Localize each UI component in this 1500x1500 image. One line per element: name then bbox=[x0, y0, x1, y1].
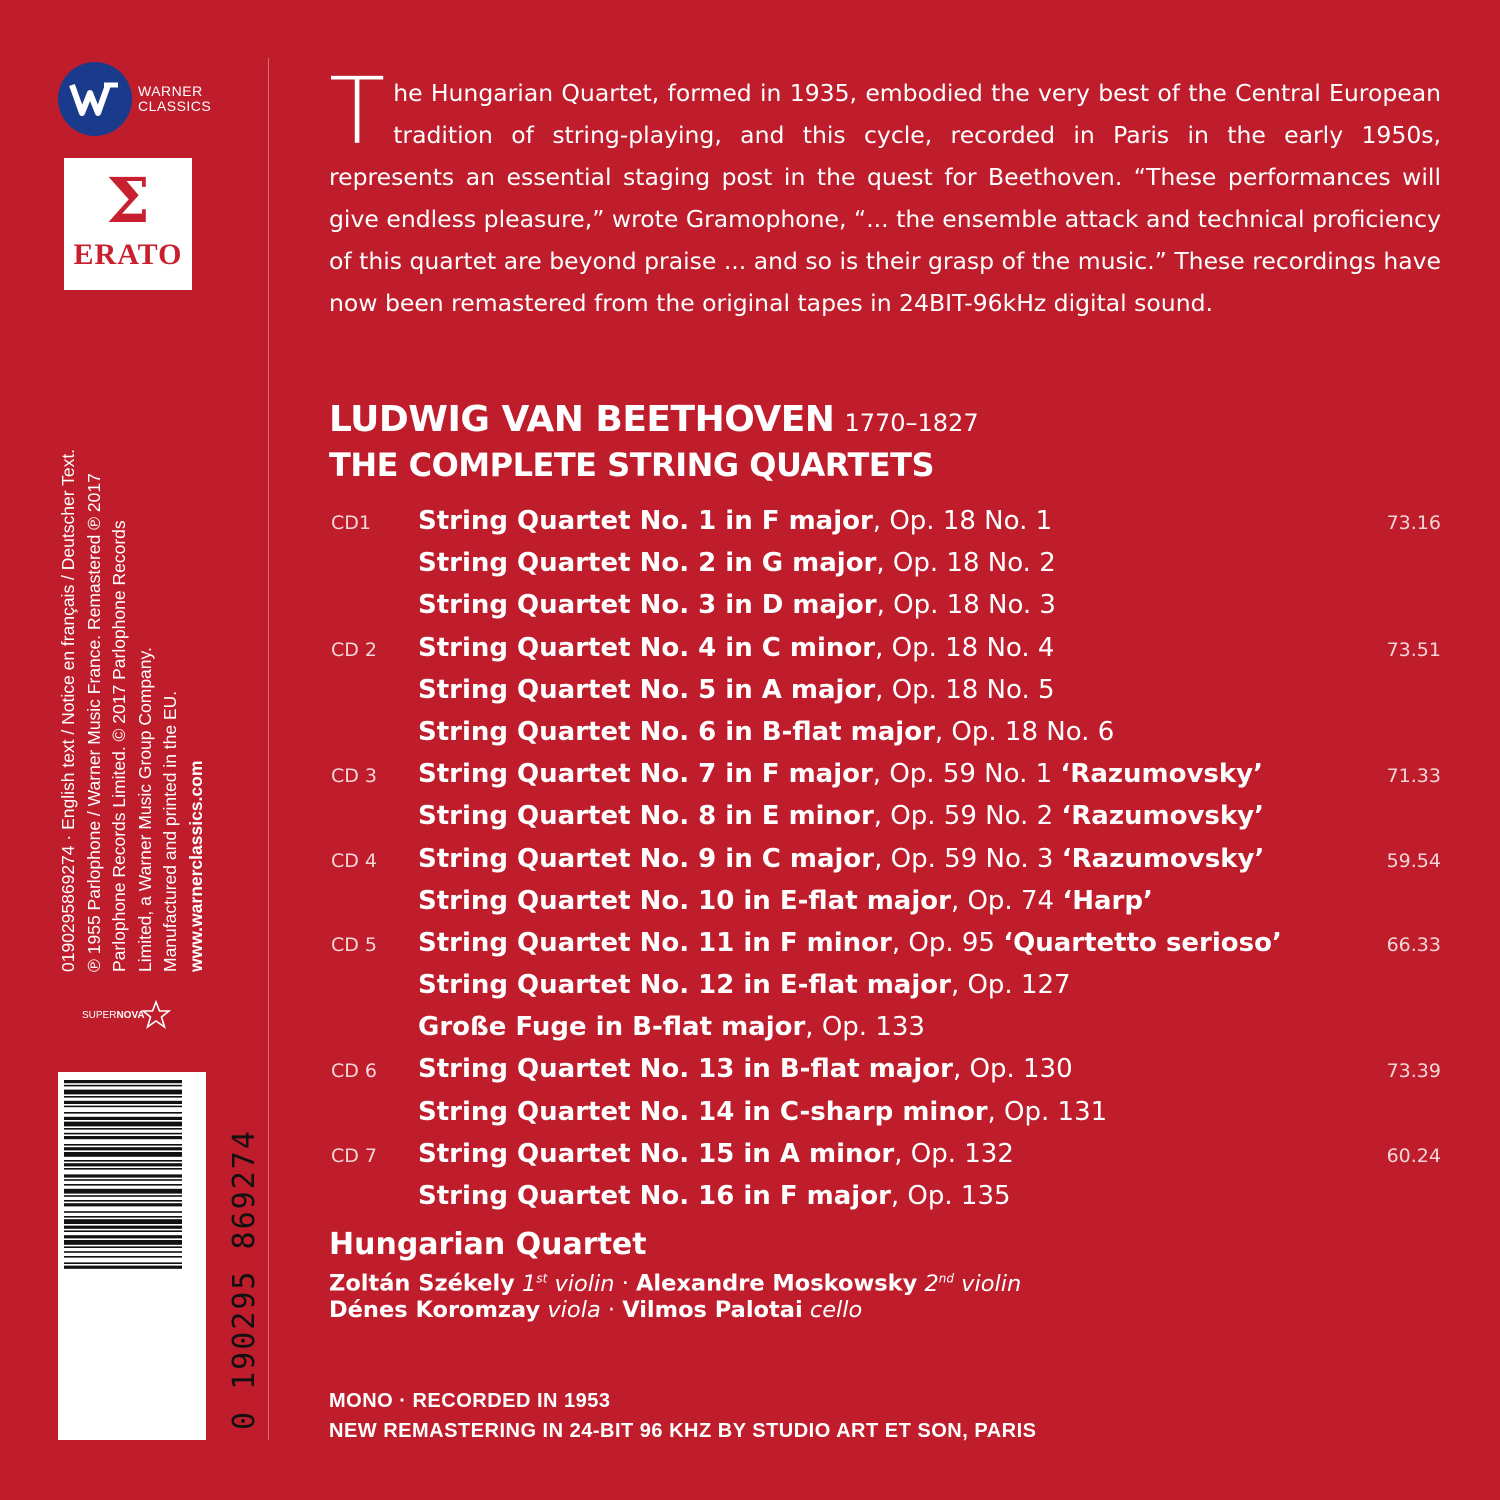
barcode-bar bbox=[64, 1262, 182, 1264]
barcode-bar bbox=[64, 1174, 182, 1177]
barcode-bar bbox=[64, 1226, 182, 1229]
work-name: String Quartet No. 6 in B-flat major bbox=[418, 716, 935, 747]
track-row bbox=[329, 964, 1441, 1006]
barcode-bar bbox=[64, 1117, 182, 1120]
erato-logo bbox=[64, 158, 192, 290]
track-row bbox=[329, 1048, 1441, 1090]
barcode-digits: 0 190295 869274 bbox=[227, 1129, 262, 1430]
remastering-note: NEW REMASTERING IN 24-BIT 96 KHZ BY STUDIO ART ET SON, PARIS bbox=[329, 1420, 1037, 1442]
warner-line1: WARNER bbox=[138, 83, 203, 99]
work-name: Große Fuge in B-flat major bbox=[418, 1012, 806, 1043]
cd-duration: 59.54 bbox=[1386, 849, 1441, 872]
track-row bbox=[329, 1175, 1441, 1217]
track-row bbox=[329, 922, 1441, 964]
barcode-bar bbox=[64, 1163, 182, 1166]
work-opus: , Op. 132 bbox=[894, 1138, 1014, 1169]
barcode-bar bbox=[64, 1112, 182, 1114]
players-line-2: Dénes Koromzay viola · Vilmos Palotai cello bbox=[329, 1297, 863, 1323]
barcode-bar bbox=[64, 1096, 182, 1098]
track-row bbox=[329, 711, 1441, 753]
cd-label: CD 5 bbox=[331, 933, 378, 956]
player-role: 2nd violin bbox=[924, 1270, 1022, 1297]
barcode-bar bbox=[64, 1235, 182, 1238]
barcode-bar bbox=[64, 1251, 182, 1253]
column-divider bbox=[268, 58, 269, 1440]
intro-text: he Hungarian Quartet, formed in 1935, embodied the very best of the Central European tradition of string-playing, and this cycle, recorded in Paris in the early 1950s, represents an essential staging post in the quest for Beethoven. “These performances will give endless pleasure,” wrote Gramophone, “... the ensemble attack and technical proficiency of this quartet are beyond praise ... and so is their grasp of the music.” These recordings have now been remastered from the original tapes in 24BIT-96kHz digital sound. bbox=[329, 79, 1441, 317]
barcode-bar bbox=[64, 1147, 182, 1150]
composer-dates: 1770–1827 bbox=[844, 409, 979, 437]
work-title bbox=[418, 1133, 1014, 1175]
track-row bbox=[329, 1133, 1441, 1175]
barcode-bar bbox=[64, 1168, 182, 1170]
cd-label: CD 6 bbox=[331, 1060, 378, 1083]
work-name: String Quartet No. 3 in D major bbox=[418, 590, 877, 621]
work-nickname: ‘Harp’ bbox=[1062, 885, 1153, 916]
barcode-bar bbox=[64, 1085, 182, 1087]
work-title bbox=[418, 880, 1153, 922]
cd-duration: 71.33 bbox=[1386, 765, 1441, 788]
work-title bbox=[418, 922, 1282, 964]
work-title bbox=[418, 500, 1052, 542]
legal-line: 0190295869274 · English text / Notice en français / Deutscher Text. bbox=[58, 448, 78, 972]
track-row bbox=[329, 669, 1441, 711]
legal-line: Parlophone Records Limited. © 2017 Parlophone Records bbox=[109, 520, 129, 972]
work-name: String Quartet No. 15 in A minor bbox=[418, 1138, 895, 1169]
work-opus: , Op. 135 bbox=[890, 1181, 1011, 1211]
work-opus: , Op. 18 No. 5 bbox=[875, 674, 1055, 705]
warner-classics-logo bbox=[58, 62, 211, 136]
album-subtitle: THE COMPLETE STRING QUARTETS bbox=[329, 446, 935, 484]
track-list bbox=[329, 500, 1441, 1217]
legal-text-block bbox=[56, 322, 266, 972]
composer-name: LUDWIG VAN BEETHOVEN bbox=[329, 399, 835, 440]
barcode-bar bbox=[64, 1179, 182, 1181]
barcode-bar bbox=[64, 1184, 182, 1186]
supernova-part-b: NOVA bbox=[116, 1009, 145, 1021]
work-name: String Quartet No. 14 in C-sharp minor bbox=[418, 1096, 988, 1127]
barcode-bar bbox=[64, 1144, 182, 1146]
barcode-bar bbox=[64, 1136, 182, 1139]
barcode-bar bbox=[64, 1160, 182, 1162]
work-name: String Quartet No. 12 in E-flat major bbox=[418, 970, 951, 1001]
players-line-1: Zoltán Székely 1st violin · Alexandre Moskowsky 2nd violin bbox=[329, 1270, 1022, 1297]
track-row bbox=[329, 1006, 1441, 1048]
work-name: String Quartet No. 11 in F minor bbox=[418, 927, 892, 958]
star-icon bbox=[141, 1000, 171, 1030]
barcode-bar bbox=[64, 1211, 182, 1213]
work-title bbox=[418, 542, 1056, 584]
work-title bbox=[418, 584, 1056, 626]
barcode-bar bbox=[64, 1152, 182, 1157]
warner-line2: CLASSICS bbox=[138, 98, 212, 114]
work-name: String Quartet No. 13 in B-flat major bbox=[418, 1054, 953, 1085]
work-title bbox=[418, 1006, 925, 1048]
work-opus: , Op. 18 No. 2 bbox=[876, 548, 1056, 579]
work-name: String Quartet No. 10 in E-flat major bbox=[418, 885, 951, 916]
track-row bbox=[329, 500, 1441, 542]
work-opus: , Op. 18 No. 6 bbox=[934, 716, 1115, 747]
track-row bbox=[329, 753, 1441, 795]
player-name: Alexandre Moskowsky bbox=[636, 1270, 918, 1297]
barcode-bar bbox=[64, 1230, 182, 1232]
work-nickname: ‘Razumovsky’ bbox=[1061, 801, 1264, 832]
work-title bbox=[418, 753, 1263, 795]
cd-label: CD 4 bbox=[331, 849, 378, 872]
work-name: String Quartet No. 8 in E minor bbox=[418, 801, 874, 832]
work-opus: , Op. 18 No. 1 bbox=[872, 506, 1053, 536]
work-title bbox=[418, 1091, 1107, 1133]
composer-heading bbox=[329, 398, 979, 445]
work-opus: , Op. 74 bbox=[950, 885, 1063, 916]
barcode-bar bbox=[64, 1122, 182, 1127]
player-role: cello bbox=[809, 1297, 863, 1323]
work-title bbox=[418, 964, 1071, 1006]
cd-label: CD 7 bbox=[331, 1144, 378, 1167]
cd-label: CD 2 bbox=[331, 638, 378, 661]
work-name: String Quartet No. 16 in F major bbox=[418, 1181, 891, 1211]
barcode-bar bbox=[64, 1195, 182, 1197]
work-name: String Quartet No. 4 in C minor bbox=[418, 632, 876, 663]
erato-sigma-icon: Σ bbox=[106, 164, 150, 237]
player-role: 1st violin bbox=[522, 1270, 615, 1297]
work-title bbox=[418, 669, 1055, 711]
barcode-bar bbox=[64, 1090, 182, 1095]
cd-duration: 60.24 bbox=[1386, 1144, 1441, 1167]
cd-label: CD1 bbox=[331, 512, 371, 534]
work-opus: , Op. 59 No. 1 bbox=[872, 759, 1061, 790]
erato-name: ERATO bbox=[73, 238, 183, 271]
ensemble-name: Hungarian Quartet bbox=[329, 1227, 647, 1262]
track-row bbox=[329, 542, 1441, 584]
work-nickname: ‘Quartetto serioso’ bbox=[1003, 927, 1282, 958]
cd-duration: 66.33 bbox=[1386, 933, 1441, 956]
barcode-bar bbox=[64, 1203, 182, 1206]
barcode-bar bbox=[64, 1246, 182, 1248]
track-row bbox=[329, 880, 1441, 922]
barcode-bar bbox=[64, 1266, 182, 1269]
track-row bbox=[329, 838, 1441, 880]
work-opus: , Op. 18 No. 3 bbox=[876, 590, 1056, 621]
barcode-bar bbox=[64, 1189, 182, 1194]
track-row bbox=[329, 1091, 1441, 1133]
supernova-part-a: SUPER bbox=[82, 1009, 117, 1021]
work-name: String Quartet No. 1 in F major bbox=[418, 506, 873, 536]
warner-w-icon bbox=[58, 62, 132, 136]
cd-duration: 73.16 bbox=[1386, 512, 1441, 534]
work-title bbox=[418, 838, 1264, 880]
work-opus: , Op. 127 bbox=[950, 970, 1071, 1001]
barcode bbox=[58, 1072, 262, 1440]
cd-duration: 73.39 bbox=[1386, 1060, 1441, 1083]
work-name: String Quartet No. 7 in F major bbox=[418, 759, 873, 790]
player-role: viola bbox=[547, 1297, 601, 1323]
work-title bbox=[418, 627, 1054, 669]
work-opus: , Op. 95 bbox=[891, 927, 1004, 958]
cd-duration: 73.51 bbox=[1386, 638, 1441, 661]
barcode-bar bbox=[64, 1128, 182, 1130]
barcode-bar bbox=[64, 1133, 182, 1135]
legal-line: Limited, a Warner Music Group Company. bbox=[134, 647, 155, 972]
barcode-bar bbox=[64, 1101, 182, 1104]
work-nickname: ‘Razumovsky’ bbox=[1060, 759, 1264, 790]
drop-cap: T bbox=[329, 58, 386, 165]
work-opus: , Op. 133 bbox=[805, 1012, 925, 1043]
work-name: String Quartet No. 2 in G major bbox=[418, 548, 877, 579]
work-opus: , Op. 59 No. 3 bbox=[874, 843, 1062, 874]
work-opus: , Op. 59 No. 2 bbox=[873, 801, 1062, 832]
work-title bbox=[418, 711, 1114, 753]
track-row bbox=[329, 627, 1441, 669]
player-name: Zoltán Székely bbox=[329, 1270, 515, 1297]
barcode-bar bbox=[64, 1256, 182, 1258]
player-name: Vilmos Palotai bbox=[622, 1297, 803, 1323]
work-title bbox=[418, 795, 1264, 837]
work-name: String Quartet No. 9 in C major bbox=[418, 843, 875, 874]
barcode-bar bbox=[64, 1080, 182, 1083]
work-opus: , Op. 131 bbox=[987, 1096, 1108, 1127]
intro-paragraph bbox=[329, 58, 1441, 324]
work-nickname: ‘Razumovsky’ bbox=[1061, 843, 1265, 874]
recording-note: MONO · RECORDED IN 1953 bbox=[329, 1390, 611, 1412]
website-link[interactable]: www.warnerclassics.com bbox=[185, 760, 206, 972]
barcode-bars bbox=[64, 1080, 194, 1430]
work-title bbox=[418, 1048, 1073, 1090]
barcode-bar bbox=[64, 1219, 182, 1224]
work-opus: , Op. 18 No. 4 bbox=[875, 632, 1055, 663]
work-title bbox=[418, 1175, 1011, 1217]
cd-label: CD 3 bbox=[331, 765, 378, 788]
supernova-logo bbox=[82, 1000, 171, 1030]
track-row bbox=[329, 584, 1441, 626]
barcode-bar bbox=[64, 1106, 182, 1108]
track-row bbox=[329, 795, 1441, 837]
work-name: String Quartet No. 5 in A major bbox=[418, 674, 876, 705]
barcode-bar bbox=[64, 1200, 182, 1202]
work-opus: , Op. 130 bbox=[952, 1054, 1073, 1085]
barcode-bar bbox=[64, 1240, 182, 1245]
player-name: Dénes Koromzay bbox=[329, 1297, 541, 1323]
legal-line: Manufactured and printed in the EU. bbox=[160, 690, 180, 972]
barcode-bar bbox=[64, 1216, 182, 1218]
legal-line: ℗ 1955 Parlophone / Warner Music France. Remastered ℗ 2017 bbox=[83, 473, 104, 972]
